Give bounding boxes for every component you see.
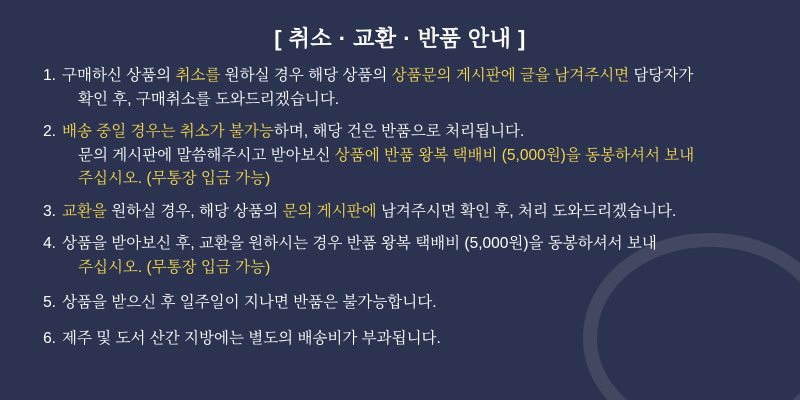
list-item-number: 1.: [43, 67, 56, 84]
text-part: 구매하신 상품의: [62, 67, 176, 84]
text-part: 원하실 경우, 해당 상품의: [106, 202, 283, 220]
list-item-number: 2.: [43, 123, 56, 141]
list-item-number: 4.: [43, 235, 56, 253]
page-title: [ 취소 · 교환 · 반품 안내 ]: [274, 26, 526, 51]
text-part: 하며, 해당 건은 반품으로 처리됩니다.: [273, 123, 525, 141]
text-part: 남겨주시면 확인 후, 처리 도와드리겠습니다.: [376, 202, 677, 220]
text-part-highlight: 취소를: [175, 67, 221, 84]
list-item-text: [62, 64, 774, 111]
list-item-text: [62, 200, 774, 224]
text-line: [62, 144, 774, 168]
list-item: [34, 200, 774, 224]
list-item: [34, 327, 774, 351]
text-part: 상품을 받아보신 후, 교환을 원하시는 경우 반품 왕복 택배비 (5,000원)을 동봉하셔서 보내: [62, 235, 657, 253]
text-part-highlight: 배송 중일 경우는 취소가 불가능: [62, 123, 274, 141]
list-item: [34, 232, 774, 279]
list-item-number: 6.: [43, 329, 56, 347]
list-item: [34, 120, 774, 191]
text-line: 주십시오. (무통장 입금 가능): [78, 170, 271, 188]
list-item: [34, 64, 774, 111]
text-part-highlight: 상품문의 게시판에 글을 남겨주시면: [391, 67, 630, 84]
list-item-text: 제주 및 도서 산간 지방에는 별도의 배송비가 부과됩니다.: [62, 329, 441, 347]
text-line: 확인 후, 구매취소를 도와드리겠습니다.: [78, 90, 340, 108]
text-part-highlight: 상품에 반품 왕복 택배비 (5,000원)을 동봉하셔서 보내: [334, 146, 695, 164]
list-item: [34, 291, 774, 315]
list-item-text: [62, 120, 774, 191]
text-part-highlight: 교환을: [62, 202, 107, 220]
list-item-number: 5.: [43, 294, 56, 312]
text-part: 담당자가: [629, 67, 694, 84]
notice-list: [34, 64, 774, 359]
list-item-number: 3.: [43, 202, 56, 220]
text-line: 주십시오. (무통장 입금 가능): [78, 258, 271, 276]
list-item-text: 상품을 받으신 후 일주일이 지나면 반품은 불가능합니다.: [62, 294, 437, 312]
text-part-highlight: 문의 게시판에: [282, 202, 377, 220]
list-item-text: [62, 232, 774, 279]
text-part: 원하실 경우 해당 상품의: [220, 67, 392, 84]
text-part: 문의 게시판에 말씀해주시고 받아보신: [78, 146, 335, 164]
